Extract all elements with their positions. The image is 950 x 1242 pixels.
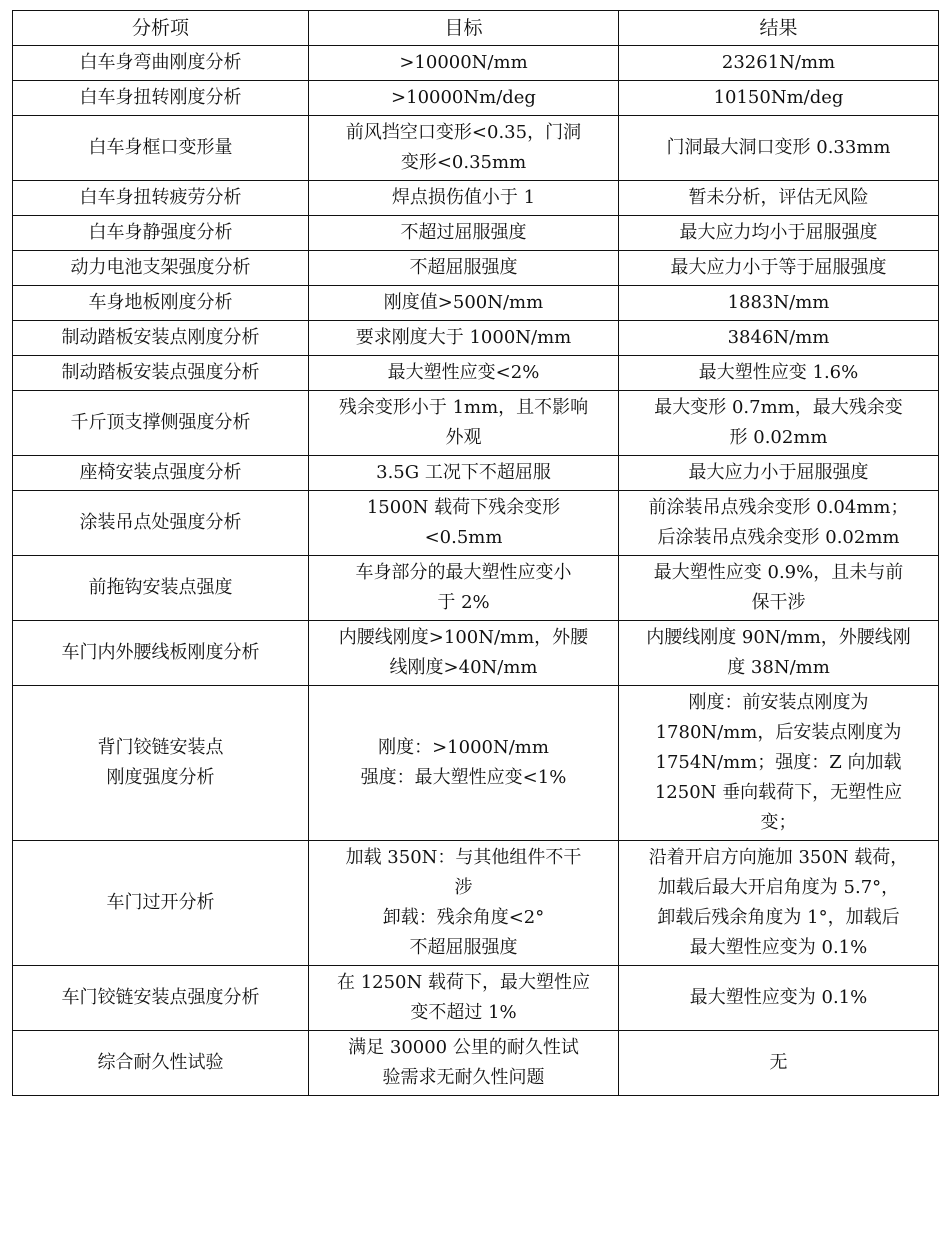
cell-result: 最大变形 0.7mm，最大残余变 形 0.02mm <box>619 391 939 456</box>
header-target: 目标 <box>309 11 619 46</box>
cell-target: 不超屈服强度 <box>309 251 619 286</box>
cell-target: 满足 30000 公里的耐久性试 验需求无耐久性问题 <box>309 1031 619 1096</box>
cell-result: 无 <box>619 1031 939 1096</box>
cell-target: >10000Nm/deg <box>309 81 619 116</box>
header-analysis-item: 分析项 <box>13 11 309 46</box>
table-row <box>13 1031 939 1096</box>
cell-analysis-item: 白车身扭转疲劳分析 <box>13 181 309 216</box>
cell-result: 内腰线刚度 90N/mm，外腰线刚 度 38N/mm <box>619 621 939 686</box>
table-row <box>13 556 939 621</box>
table-row <box>13 621 939 686</box>
header-result: 结果 <box>619 11 939 46</box>
cell-analysis-item: 制动踏板安装点刚度分析 <box>13 321 309 356</box>
table-row <box>13 216 939 251</box>
table-row <box>13 116 939 181</box>
cell-result: 10150Nm/deg <box>619 81 939 116</box>
cell-result: 最大应力均小于屈服强度 <box>619 216 939 251</box>
cell-result: 3846N/mm <box>619 321 939 356</box>
cell-target: 内腰线刚度>100N/mm，外腰 线刚度>40N/mm <box>309 621 619 686</box>
table-row <box>13 356 939 391</box>
cell-target: 加载 350N：与其他组件不干 涉 卸载：残余角度<2° 不超屈服强度 <box>309 841 619 966</box>
cell-result: 暂未分析，评估无风险 <box>619 181 939 216</box>
cell-result: 23261N/mm <box>619 46 939 81</box>
table-row <box>13 391 939 456</box>
cell-analysis-item: 白车身静强度分析 <box>13 216 309 251</box>
cell-analysis-item: 车门内外腰线板刚度分析 <box>13 621 309 686</box>
cell-result: 刚度：前安装点刚度为 1780N/mm，后安装点刚度为 1754N/mm；强度：Z 向加载 1250N 垂向载荷下，无塑性应 变； <box>619 686 939 841</box>
cell-result: 最大塑性应变 1.6% <box>619 356 939 391</box>
cell-analysis-item: 千斤顶支撑侧强度分析 <box>13 391 309 456</box>
cell-result: 最大塑性应变为 0.1% <box>619 966 939 1031</box>
table-row <box>13 181 939 216</box>
table-row <box>13 286 939 321</box>
table-row <box>13 686 939 841</box>
table-row <box>13 966 939 1031</box>
cell-target: 要求刚度大于 1000N/mm <box>309 321 619 356</box>
table-header-row <box>13 11 939 46</box>
cell-target: 刚度值>500N/mm <box>309 286 619 321</box>
cell-result: 最大应力小于屈服强度 <box>619 456 939 491</box>
cell-target: 焊点损伤值小于 1 <box>309 181 619 216</box>
table-row <box>13 321 939 356</box>
cell-target: >10000N/mm <box>309 46 619 81</box>
cell-analysis-item: 座椅安装点强度分析 <box>13 456 309 491</box>
table-row <box>13 841 939 966</box>
table-row <box>13 491 939 556</box>
cell-analysis-item: 白车身扭转刚度分析 <box>13 81 309 116</box>
table-row <box>13 81 939 116</box>
cell-analysis-item: 白车身弯曲刚度分析 <box>13 46 309 81</box>
cell-analysis-item: 制动踏板安装点强度分析 <box>13 356 309 391</box>
cell-target: 不超过屈服强度 <box>309 216 619 251</box>
cell-analysis-item: 车身地板刚度分析 <box>13 286 309 321</box>
cell-analysis-item: 背门铰链安装点 刚度强度分析 <box>13 686 309 841</box>
cell-analysis-item: 车门过开分析 <box>13 841 309 966</box>
table-row <box>13 456 939 491</box>
cell-analysis-item: 前拖钩安装点强度 <box>13 556 309 621</box>
cell-target: 在 1250N 载荷下，最大塑性应 变不超过 1% <box>309 966 619 1031</box>
table-row <box>13 251 939 286</box>
cell-target: 最大塑性应变<2% <box>309 356 619 391</box>
cell-analysis-item: 综合耐久性试验 <box>13 1031 309 1096</box>
cell-analysis-item: 白车身框口变形量 <box>13 116 309 181</box>
table-row <box>13 46 939 81</box>
cell-analysis-item: 动力电池支架强度分析 <box>13 251 309 286</box>
cell-result: 沿着开启方向施加 350N 载荷， 加载后最大开启角度为 5.7°， 卸载后残余角度为 1°，加载后 最大塑性应变为 0.1% <box>619 841 939 966</box>
cell-result: 前涂装吊点残余变形 0.04mm； 后涂装吊点残余变形 0.02mm <box>619 491 939 556</box>
cell-target: 车身部分的最大塑性应变小 于 2% <box>309 556 619 621</box>
cell-target: 刚度：>1000N/mm 强度：最大塑性应变<1% <box>309 686 619 841</box>
cell-result: 最大应力小于等于屈服强度 <box>619 251 939 286</box>
cell-target: 3.5G 工况下不超屈服 <box>309 456 619 491</box>
cell-target: 1500N 载荷下残余变形 <0.5mm <box>309 491 619 556</box>
cell-target: 残余变形小于 1mm，且不影响 外观 <box>309 391 619 456</box>
cell-analysis-item: 车门铰链安装点强度分析 <box>13 966 309 1031</box>
cell-analysis-item: 涂装吊点处强度分析 <box>13 491 309 556</box>
cell-result: 最大塑性应变 0.9%，且未与前 保干涉 <box>619 556 939 621</box>
analysis-table <box>12 10 939 1096</box>
cell-result: 门洞最大洞口变形 0.33mm <box>619 116 939 181</box>
cell-target: 前风挡空口变形<0.35，门洞 变形<0.35mm <box>309 116 619 181</box>
cell-result: 1883N/mm <box>619 286 939 321</box>
